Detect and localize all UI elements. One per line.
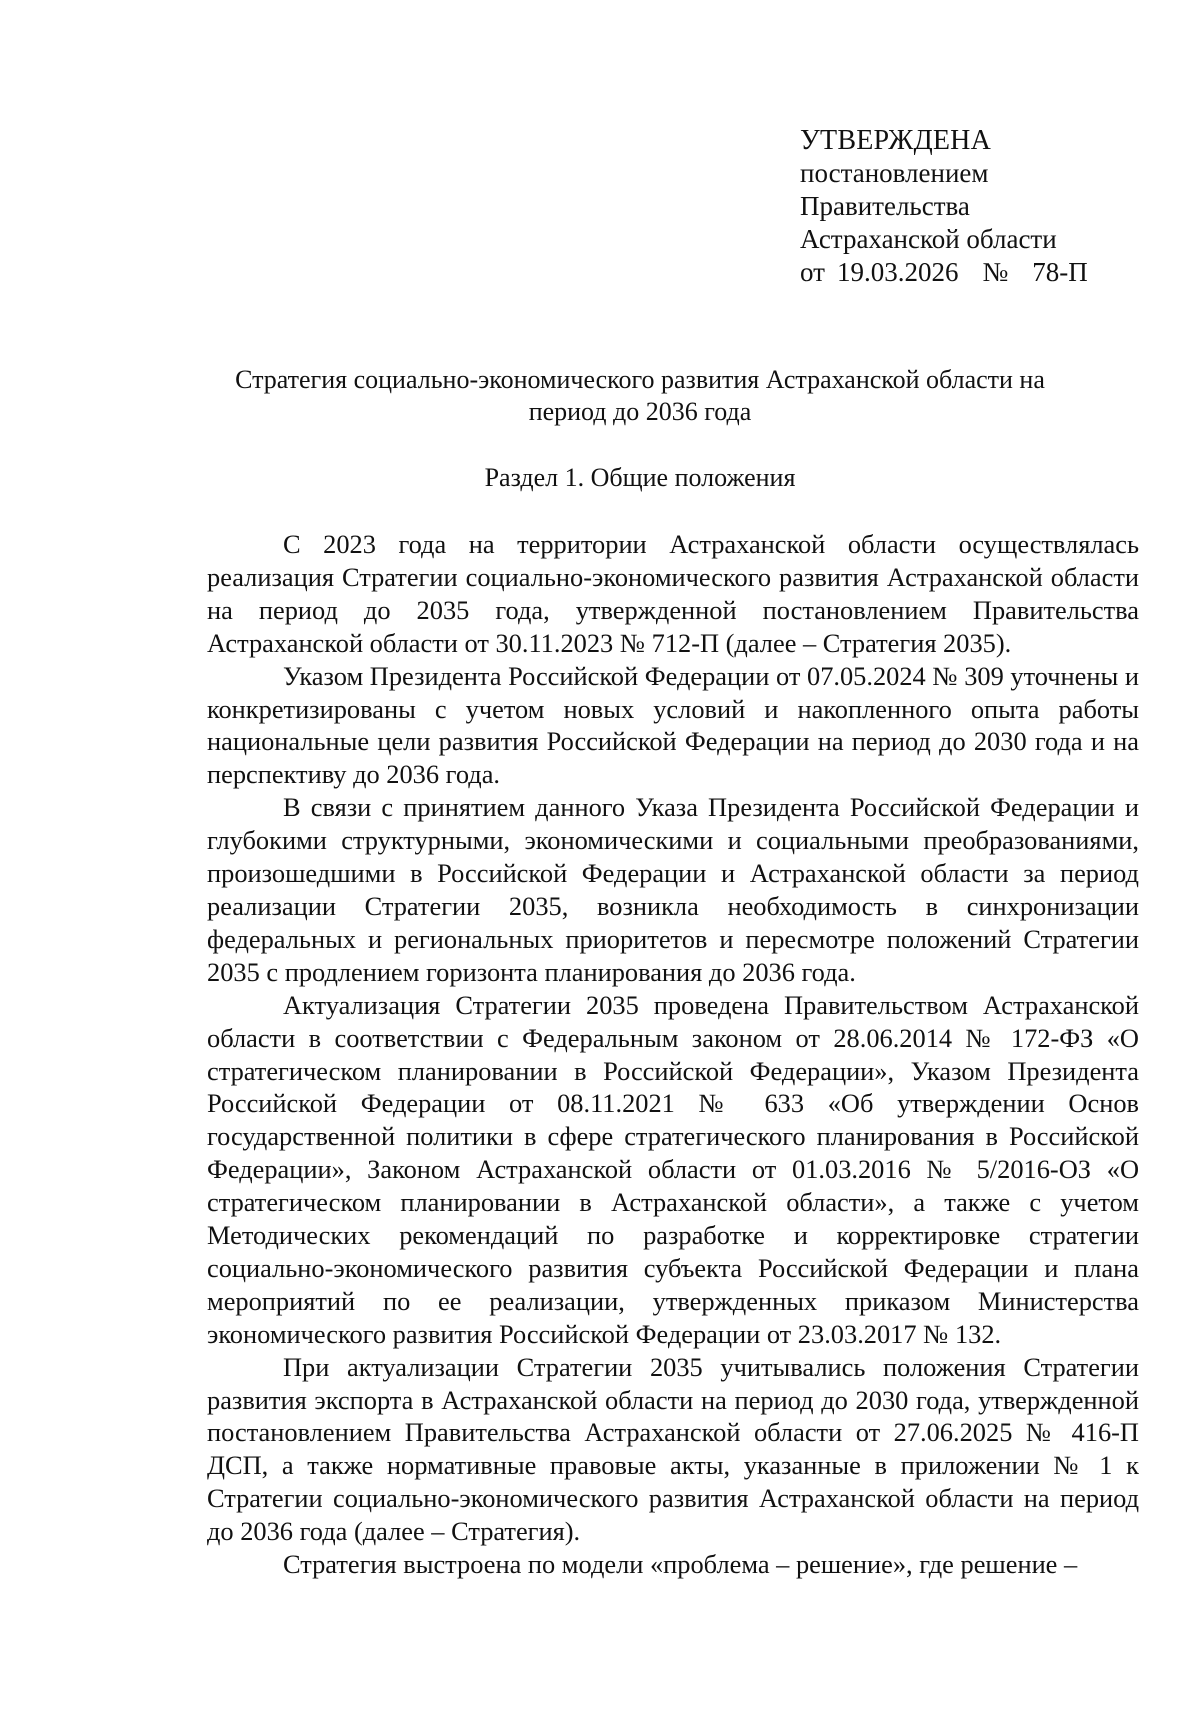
approval-date-row bbox=[800, 256, 1180, 289]
approval-date-prefix: от bbox=[800, 257, 825, 287]
approval-line-government: Правительства bbox=[800, 191, 970, 221]
paragraph: Указом Президента Российской Федерации от 07.05.2024 № 309 уточнены и конкретизированы с учетом новых условий и накопленного опыта работы национальные цели развития Российской Федерации на период до 2030 года и на перспективу до 2036 года. bbox=[207, 660, 1139, 790]
approval-number-sign: № bbox=[982, 257, 1009, 287]
paragraph: Актуализация Стратегии 2035 проведена Правительством Астраханской области в соответствии с Федеральным законом от 28.06.2014 № 172-ФЗ «О стратегическом планировании в Российской Федерации», Указом Президента Российской Федерации от 08.11.2021 № 633 «Об утверждении Основ государственной политики в сфере стратегического планирования в Российской Федерации», Законом Астраханской области от 01.03.2016 № 5/2016-ОЗ «О стратегическом планировании в Астраханской области», а также с учетом Методических рекомендаций по разработке и корректировке стратегии социально-экономического развития субъекта Российской Федерации и плана мероприятий по ее реализации, утвержденных приказом Министерства экономического развития Российской Федерации от 23.03.2017 № 132. bbox=[207, 989, 1139, 1349]
paragraph: Стратегия выстроена по модели «проблема – решение», где решение – bbox=[283, 1549, 1078, 1580]
paragraph: В связи с принятием данного Указа Президента Российской Федерации и глубокими структурными, экономическими и социальными преобразованиями, произошедшими в Российской Федерации и Астраханской области за период реализации Стратегии 2035, возникла необходимость в синхронизации федеральных и региональных приоритетов и пересмотре положений Стратегии 2035 с продлением горизонта планирования до 2036 года. bbox=[207, 792, 1139, 987]
document-title: Стратегия социально-экономического развития Астраханской области на период до 2036 года bbox=[235, 365, 1045, 426]
approval-date: 19.03.2026 bbox=[836, 257, 959, 287]
approval-line-region: Астраханской области bbox=[800, 224, 1057, 254]
document-body bbox=[207, 528, 1139, 1581]
paragraph: С 2023 года на территории Астраханской области осуществлялась реализация Стратегии социально-экономического развития Астраханской области на период до 2035 года, утвержденной постановлением Правительства Астраханской области от 30.11.2023 № 712-П (далее – Стратегия 2035). bbox=[207, 529, 1139, 658]
approval-stamp bbox=[800, 124, 1180, 289]
paragraph: При актуализации Стратегии 2035 учитывались положения Стратегии развития экспорта в Астраханской области на период до 2030 года, утвержденной постановлением Правительства Астраханской области от 27.06.2025 № 416-П ДСП, а также нормативные правовые акты, указанные в приложении № 1 к Стратегии социально-экономического развития Астраханской области на период до 2036 года (далее – Стратегия). bbox=[207, 1351, 1139, 1547]
section-title: Раздел 1. Общие положения bbox=[484, 463, 796, 492]
approval-heading: УТВЕРЖДЕНА bbox=[800, 125, 992, 156]
approval-line-resolution: постановлением bbox=[800, 158, 989, 188]
approval-number: 78-П bbox=[1032, 257, 1088, 287]
